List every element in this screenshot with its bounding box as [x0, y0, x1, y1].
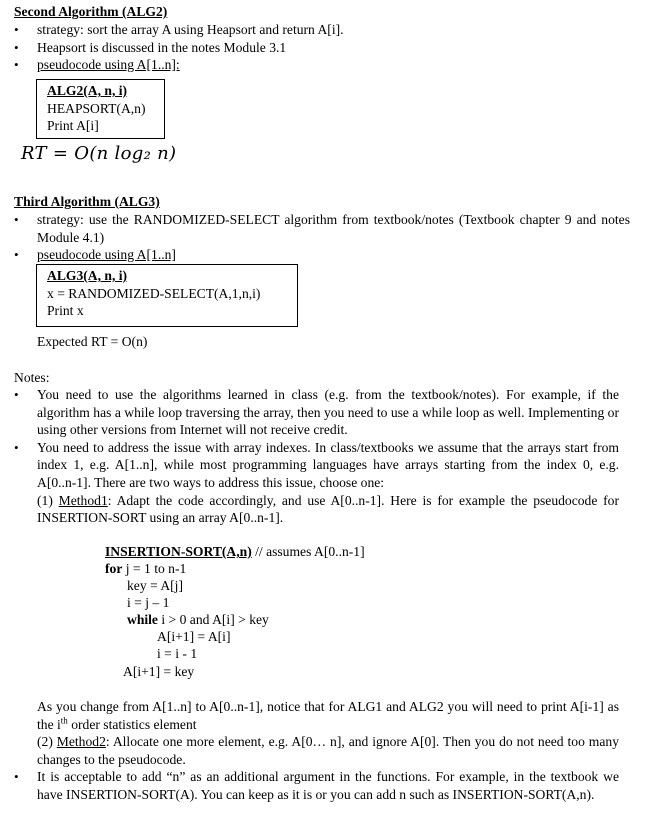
for-condition: j = 1 to n-1: [122, 561, 187, 576]
for-keyword: for: [105, 561, 123, 576]
alg2-pseudocode-box: [36, 79, 165, 139]
after-code-text: As you change from A[1..n] to A[0..n-1], notice that for ALG1 and ALG2 you will need to print A[i-1] as the i: [37, 699, 619, 732]
code-final-line: A[i+1] = key: [123, 664, 195, 679]
code-for-line: [105, 560, 186, 578]
notes-label: Notes:: [14, 370, 50, 385]
after-code-paragraph: [37, 698, 619, 768]
notes-bullet-list: [0, 386, 619, 527]
list-item: [0, 439, 619, 527]
code-title-line: [105, 543, 365, 561]
list-item: • Heapsort is discussed in the notes Module 3.1: [0, 39, 630, 57]
pseudocode-label: pseudocode using A[1..n]:: [37, 57, 180, 73]
while-keyword: while: [127, 612, 158, 627]
superscript-th: th: [60, 715, 68, 726]
alg3-heading: Third Algorithm (ALG3): [14, 194, 160, 209]
after-code-text-end: order statistics element: [67, 716, 197, 732]
list-item: • It is acceptable to add “n” as an additional argument in the functions. For example, in the textbook we have INSERTION-SORT(A). You can keep as it is or you can add n such as INSERTION-SORT(A,n).: [0, 768, 619, 803]
while-condition: i > 0 and A[i] > key: [157, 612, 269, 627]
code-title: INSERTION-SORT(A,n): [105, 544, 252, 559]
alg3-pseudocode-box: [36, 264, 298, 327]
code-while-line: [127, 611, 269, 629]
list-item: • strategy: use the RANDOMIZED-SELECT algorithm from textbook/notes (Textbook chapter 9 and notes Module 4.1): [0, 211, 630, 246]
index-issue-text: You need to address the issue with array indexes. In class/textbooks we assume that the arrays start from index 1, e.g. A[1..n], while most programming languages have arrays starting from the index 0, e.g. A[0..n-1]. There are two ways to address this issue, choose one:: [37, 439, 619, 490]
alg2-box-line: HEAPSORT(A,n): [47, 100, 146, 116]
alg2-bullet-list: [0, 21, 630, 74]
alg2-heading: Second Algorithm (ALG2): [14, 4, 168, 19]
method2-prefix: (2): [37, 734, 57, 750]
alg2-box-line: Print A[i]: [47, 118, 99, 134]
list-item: [0, 56, 630, 74]
code-i-line: i = j – 1: [127, 595, 170, 610]
method1-prefix: (1): [37, 492, 59, 508]
code-assign-line: A[i+1] = A[i]: [157, 629, 231, 644]
pseudocode-label: pseudocode using A[1..n]: [37, 247, 176, 263]
method1-label: Method1: [58, 492, 108, 508]
method2-label: Method2: [56, 734, 106, 750]
alg3-box-line: Print x: [47, 303, 84, 319]
alg3-box-line: x = RANDOMIZED-SELECT(A,1,n,i): [47, 285, 261, 301]
alg2-box-title: ALG2(A, n, i): [47, 83, 128, 98]
notes-bullet-list-end: [0, 768, 619, 803]
method2-text: : Allocate one more element, e.g. A[0… n], and ignore A[0]. Then you do not need too many changes to the pseudocode.: [37, 734, 619, 767]
list-item: • strategy: sort the array A using Heapsort and return A[i].: [0, 21, 630, 39]
list-item: [0, 246, 630, 264]
alg3-bullet-list: [0, 211, 630, 264]
code-dec-line: i = i - 1: [157, 646, 198, 661]
alg2-running-time: RT = O(n log₂ n): [21, 143, 177, 164]
method1-text: : Adapt the code accordingly, and use A[0..n-1]. Here is for example the pseudocode for INSERTION-SORT using an array A[0..n-1].: [37, 492, 620, 526]
list-item: • You need to use the algorithms learned in class (e.g. from the textbook/notes). For example, if the algorithm has a while loop traversing the array, then you need to use a while loop as well. Implementing or using other versions from Internet will not receive credit.: [0, 386, 619, 439]
code-comment: // assumes A[0..n-1]: [251, 544, 365, 559]
code-key-line: key = A[j]: [127, 578, 183, 593]
alg3-expected-rt: Expected RT = O(n): [37, 334, 148, 349]
alg3-box-title: ALG3(A, n, i): [47, 268, 128, 283]
